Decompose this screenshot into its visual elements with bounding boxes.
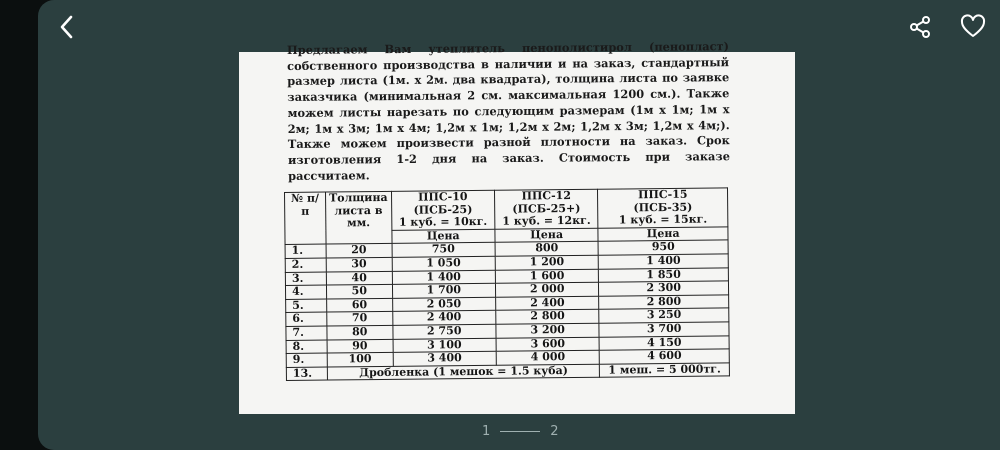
price-label: Цена: [391, 229, 495, 244]
row-price-pps10: 2 750: [392, 324, 496, 339]
row-price-pps12: 2 000: [495, 282, 599, 297]
product-density: 1 куб. = 10кг.: [398, 215, 488, 229]
pager-total: 2: [550, 424, 559, 439]
row-price-pps10: 2 050: [392, 297, 496, 312]
row-thickness: 30: [326, 257, 392, 271]
col-thickness-header: Толщина листа в мм.: [326, 191, 392, 244]
row-price-pps12: 1 200: [495, 255, 599, 270]
product-name: ППС-10: [418, 190, 468, 204]
row-number: 5.: [286, 299, 327, 313]
row-price-pps12: 4 000: [496, 350, 600, 365]
row-number: 3.: [285, 272, 326, 286]
row-price-pps15: 2 300: [599, 281, 729, 296]
row-number: 1.: [285, 244, 326, 258]
row-price-pps10: 1 700: [392, 283, 496, 298]
back-button[interactable]: [50, 10, 84, 44]
row-price-pps12: 2 400: [496, 296, 600, 311]
row-price-pps10: 2 400: [392, 311, 496, 326]
row-number: 9.: [286, 353, 327, 367]
row-crumb-item: Дробленка (1 мешок = 1.5 куба): [327, 364, 600, 380]
row-price-pps10: 3 400: [393, 351, 497, 366]
share-button[interactable]: [903, 10, 937, 44]
product-grade: (ПСБ-25+): [512, 201, 581, 216]
price-label: Цена: [495, 228, 599, 243]
row-price-pps10: 750: [392, 243, 496, 258]
row-price-pps10: 3 100: [393, 338, 497, 353]
row-thickness: 80: [327, 325, 393, 339]
row-number: 7.: [286, 326, 327, 340]
share-icon: [908, 15, 932, 39]
offer-paragraph: Предлагаем Вам утеплитель пенополистирол (пенопласт) собственного производства в наличии и на заказ, стандартный размер листа (1м. х 2м. два квадрата), толщина листа по заявке заказчика (минимальная 2 см. максимальная 1200 см.). Также можем листы нарезать по следующим размерам (1м х 1м; 1м х 2м; 1м х 3м; 1м х 4м; 1,2м х 1м; 1,2м х 2м; 1,2м х 3м; 1,2м х 4м;). Также можем произвести разной плотности на заказ. Срок изготовления 1-2 дня на заказ. Стоимость при заказе рассчитаем.: [286, 39, 730, 183]
row-thickness: 60: [327, 298, 393, 312]
row-price-pps15: 1 850: [599, 267, 729, 282]
row-price-pps12: 3 200: [496, 323, 600, 338]
page-indicator: [482, 424, 559, 439]
row-thickness: 40: [326, 271, 392, 285]
pager-separator: [500, 431, 540, 432]
chevron-left-icon: [56, 14, 78, 40]
row-price-pps10: 1 050: [392, 256, 496, 271]
row-price-pps12: 800: [495, 242, 599, 257]
product-name: ППС-15: [637, 187, 688, 202]
product-header: [598, 188, 728, 228]
row-number: 6.: [286, 312, 327, 326]
row-number: 8.: [286, 340, 327, 354]
row-thickness: 20: [326, 244, 392, 258]
product-header: [391, 190, 495, 230]
pager-current: 1: [482, 424, 491, 439]
row-thickness: 100: [327, 352, 393, 366]
row-price-pps15: 3 250: [599, 308, 729, 323]
product-header: [494, 189, 598, 229]
row-price-pps10: 1 400: [392, 270, 496, 285]
row-thickness: 70: [327, 312, 393, 326]
product-grade: (ПСБ-35): [633, 200, 693, 214]
row-price-pps15: 4 600: [600, 349, 730, 364]
row-price-pps15: 3 700: [599, 322, 729, 337]
price-label: Цена: [598, 227, 728, 242]
favorite-button[interactable]: [956, 10, 990, 44]
row-price-pps12: 2 800: [496, 310, 600, 325]
product-name: ППС-12: [521, 188, 572, 203]
row-crumb-price: 1 меш. = 5 000тг.: [600, 363, 730, 378]
document-photo[interactable]: [239, 39, 795, 414]
row-thickness: 50: [326, 285, 392, 299]
row-price-pps15: 4 150: [599, 335, 729, 350]
row-price-pps12: 3 600: [496, 337, 600, 352]
document-text: [286, 39, 730, 184]
product-density: 1 куб. = 15кг.: [618, 212, 708, 227]
product-grade: (ПСБ-25): [413, 202, 473, 217]
heart-icon: [960, 15, 986, 39]
row-price-pps15: 1 400: [599, 254, 729, 269]
row-number: 2.: [285, 258, 326, 272]
row-price-pps15: 950: [598, 240, 728, 255]
row-number: 13.: [286, 367, 327, 381]
row-number: 4.: [285, 285, 326, 299]
row-price-pps15: 2 800: [599, 295, 729, 310]
price-table: [284, 187, 730, 381]
col-num-header: № п/п: [285, 192, 327, 245]
product-density: 1 куб. = 12кг.: [502, 213, 591, 228]
row-price-pps12: 1 600: [495, 269, 599, 284]
row-thickness: 90: [327, 339, 393, 353]
